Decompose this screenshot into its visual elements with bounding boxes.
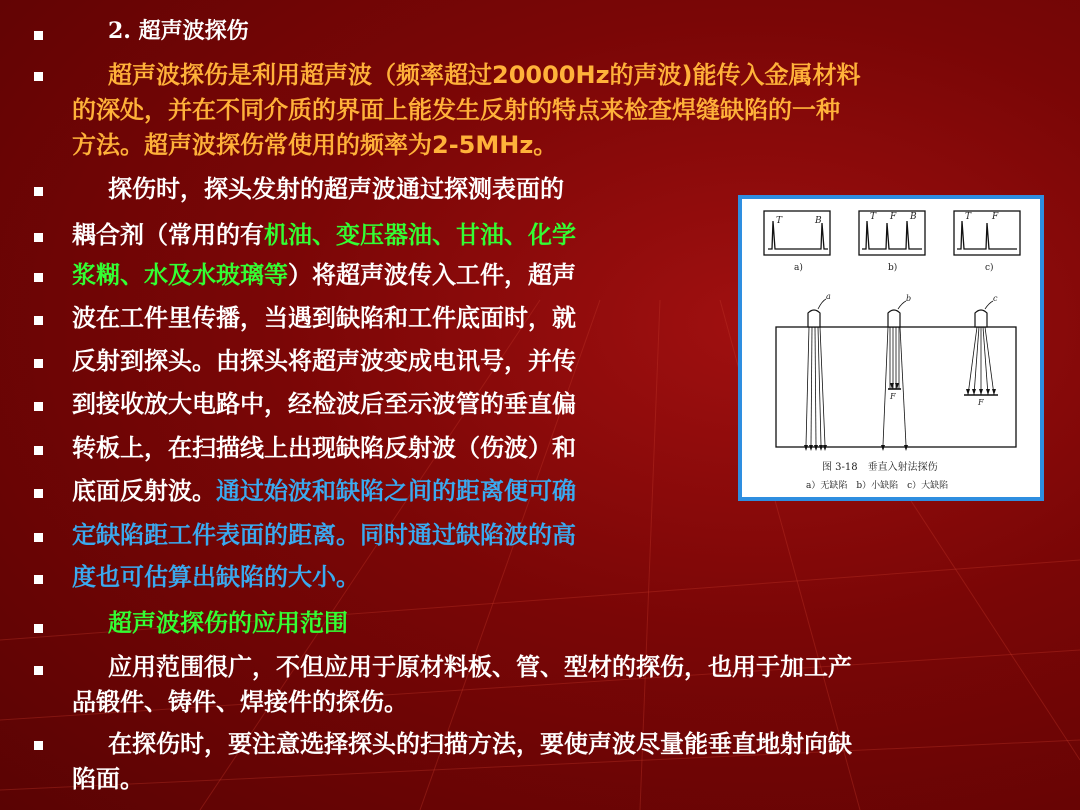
paragraph-2-line-5: 反射到探头。由探头将超声波变成电讯号，并传 bbox=[72, 347, 576, 375]
section-title: 2. 超声波探伤 bbox=[108, 18, 249, 44]
probe-label-a: a bbox=[826, 292, 831, 301]
label-B: B bbox=[815, 216, 822, 226]
bullet bbox=[34, 624, 43, 633]
paragraph-4-line-2: 陷面。 bbox=[72, 765, 144, 793]
paragraph-4-line-1: 在探伤时，要注意选择探头的扫描方法，要使声波尽量能垂直地射向缺 bbox=[108, 730, 852, 758]
label-F: F bbox=[890, 212, 897, 222]
bullet bbox=[34, 533, 43, 542]
bullet bbox=[34, 446, 43, 455]
paragraph-3-line-2: 品锻件、铸件、焊接件的探伤。 bbox=[72, 688, 408, 716]
probe-label-b: b bbox=[906, 294, 912, 303]
flaw-label-b: F bbox=[890, 392, 896, 401]
label-T: T bbox=[776, 216, 783, 226]
paragraph-1-line-1: 超声波探伤是利用超声波（频率超过20000Hz的声波)能传入金属材料 bbox=[108, 61, 861, 89]
subheading: 超声波探伤的应用范围 bbox=[108, 609, 348, 637]
paragraph-2-line-2 bbox=[72, 218, 576, 252]
bullet bbox=[34, 402, 43, 411]
sub-label-b: b) bbox=[888, 263, 898, 273]
bullet bbox=[34, 187, 43, 196]
bullet bbox=[34, 666, 43, 675]
conclusion-highlight: 通过始波和缺陷之间的距离便可确 bbox=[216, 477, 576, 505]
label-T: T bbox=[870, 212, 877, 222]
text-span: 耦合剂（常用的有 bbox=[72, 221, 264, 249]
text-span: ）将超声波传入工件，超声 bbox=[288, 261, 576, 289]
figure-diagram bbox=[742, 199, 1040, 497]
sub-label-a: a) bbox=[794, 263, 803, 273]
figure-caption-sub: a）无缺陷 b）小缺陷 c）大缺陷 bbox=[806, 481, 949, 491]
paragraph-2-line-4: 波在工件里传播，当遇到缺陷和工件底面时，就 bbox=[72, 304, 576, 332]
figure-caption: 图 3-18 垂直入射法探伤 bbox=[822, 462, 938, 473]
sub-label-c: c) bbox=[985, 263, 994, 273]
paragraph-2-line-10: 度也可估算出缺陷的大小。 bbox=[72, 563, 360, 591]
ultrasonic-figure bbox=[738, 195, 1044, 501]
flaw-label-c: F bbox=[978, 398, 984, 407]
bullet bbox=[34, 273, 43, 282]
bullet bbox=[34, 31, 43, 40]
label-T: T bbox=[965, 212, 972, 222]
bullet bbox=[34, 489, 43, 498]
probe-c bbox=[975, 310, 987, 327]
paragraph-1-line-3: 方法。超声波探伤常使用的频率为2-5MHz。 bbox=[72, 131, 558, 159]
paragraph-2-line-1: 探伤时，探头发射的超声波通过探测表面的 bbox=[108, 175, 564, 203]
oil-list-highlight: 机油、变压器油、甘油、化学 bbox=[264, 221, 576, 249]
bullet bbox=[34, 316, 43, 325]
bullet bbox=[34, 741, 43, 750]
bullet bbox=[34, 359, 43, 368]
paragraph-2-line-9: 定缺陷距工件表面的距离。同时通过缺陷波的高 bbox=[72, 521, 576, 549]
oil-list-highlight: 浆糊、水及水玻璃等 bbox=[72, 261, 288, 289]
probe-a bbox=[808, 310, 820, 327]
paragraph-3-line-1: 应用范围很广，不但应用于原材料板、管、型材的探伤，也用于加工产 bbox=[108, 653, 852, 681]
bullet bbox=[34, 575, 43, 584]
text-span: 底面反射波。 bbox=[72, 477, 216, 505]
probe-label-c: c bbox=[993, 294, 998, 303]
label-F: F bbox=[992, 212, 999, 222]
probe-b bbox=[888, 310, 900, 327]
paragraph-2-line-6: 到接收放大电路中，经检波后至示波管的垂直偏 bbox=[72, 390, 576, 418]
paragraph-2-line-7: 转板上，在扫描线上出现缺陷反射波（伤波）和 bbox=[72, 434, 576, 462]
paragraph-2-line-8 bbox=[72, 474, 576, 508]
label-B: B bbox=[910, 212, 917, 222]
paragraph-2-line-3 bbox=[72, 258, 576, 292]
bullet bbox=[34, 233, 43, 242]
paragraph-1-line-2: 的深处，并在不同介质的界面上能发生反射的特点来检查焊缝缺陷的一种 bbox=[72, 96, 840, 124]
bullet bbox=[34, 72, 43, 81]
